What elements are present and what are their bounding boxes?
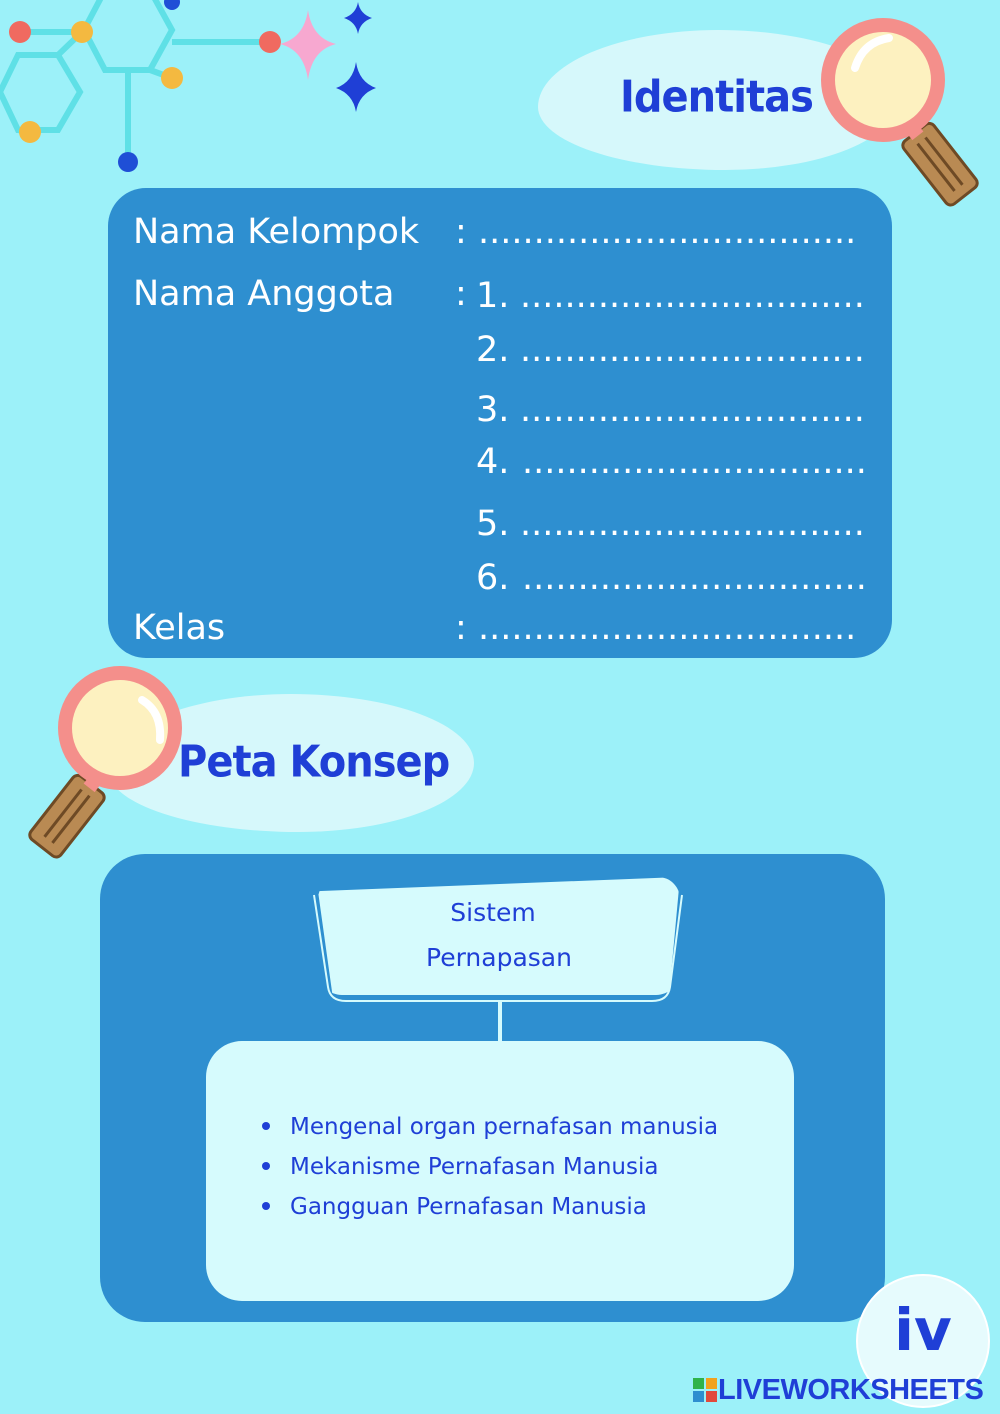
member-blank-6[interactable]: ............................... (522, 558, 867, 598)
liveworksheets-wordmark[interactable]: LIVEWORKSHEETS (718, 1374, 984, 1406)
bullet-icon (262, 1162, 270, 1170)
members-colon: : (455, 274, 467, 314)
member-number-6: 6. (476, 558, 510, 598)
subtopic-text: Gangguan Pernafasan Manusia (290, 1194, 647, 1220)
subtopic-item-1 (262, 1114, 718, 1140)
subtopic-item-3 (262, 1194, 647, 1220)
member-number-5: 5. (476, 504, 510, 544)
member-number-1: 1. (476, 276, 510, 316)
bullet-icon (262, 1202, 270, 1210)
topic-title-line2: Pernapasan (426, 943, 572, 972)
member-blank-1[interactable]: ............................... (520, 276, 865, 316)
topic-title-line1: Sistem (450, 898, 536, 927)
subtopic-text: Mekanisme Pernafasan Manusia (290, 1154, 659, 1180)
class-blank[interactable]: .................................. (478, 608, 857, 648)
group-name-blank[interactable]: .................................. (478, 212, 857, 252)
liveworksheets-logo-icon (693, 1378, 717, 1402)
member-blank-5[interactable]: ............................... (520, 504, 865, 544)
topic-connector (498, 1000, 502, 1044)
concept-map-heading: Peta Konsep (178, 736, 450, 788)
group-name-colon: : (455, 212, 467, 252)
member-number-2: 2. (476, 330, 510, 370)
subtopic-text: Mengenal organ pernafasan manusia (290, 1114, 719, 1140)
group-name-label: Nama Kelompok (133, 212, 420, 252)
member-number-3: 3. (476, 390, 510, 430)
liveworksheets-badge-text: iv (894, 1296, 952, 1364)
members-label: Nama Anggota (133, 274, 395, 314)
molecule-decoration-icon (0, 0, 380, 180)
member-blank-2[interactable]: ............................... (520, 330, 865, 370)
class-colon: : (455, 608, 467, 648)
bullet-icon (262, 1122, 270, 1130)
member-number-4: 4. (476, 442, 510, 482)
sparkle-icon (280, 2, 376, 112)
subtopic-item-2 (262, 1154, 658, 1180)
class-label: Kelas (133, 608, 226, 648)
member-blank-4[interactable]: ............................... (522, 442, 867, 482)
member-blank-3[interactable]: ............................... (520, 390, 865, 430)
magnifying-glass-icon (22, 660, 192, 875)
identity-heading: Identitas (620, 71, 813, 123)
topic-box (318, 877, 680, 995)
